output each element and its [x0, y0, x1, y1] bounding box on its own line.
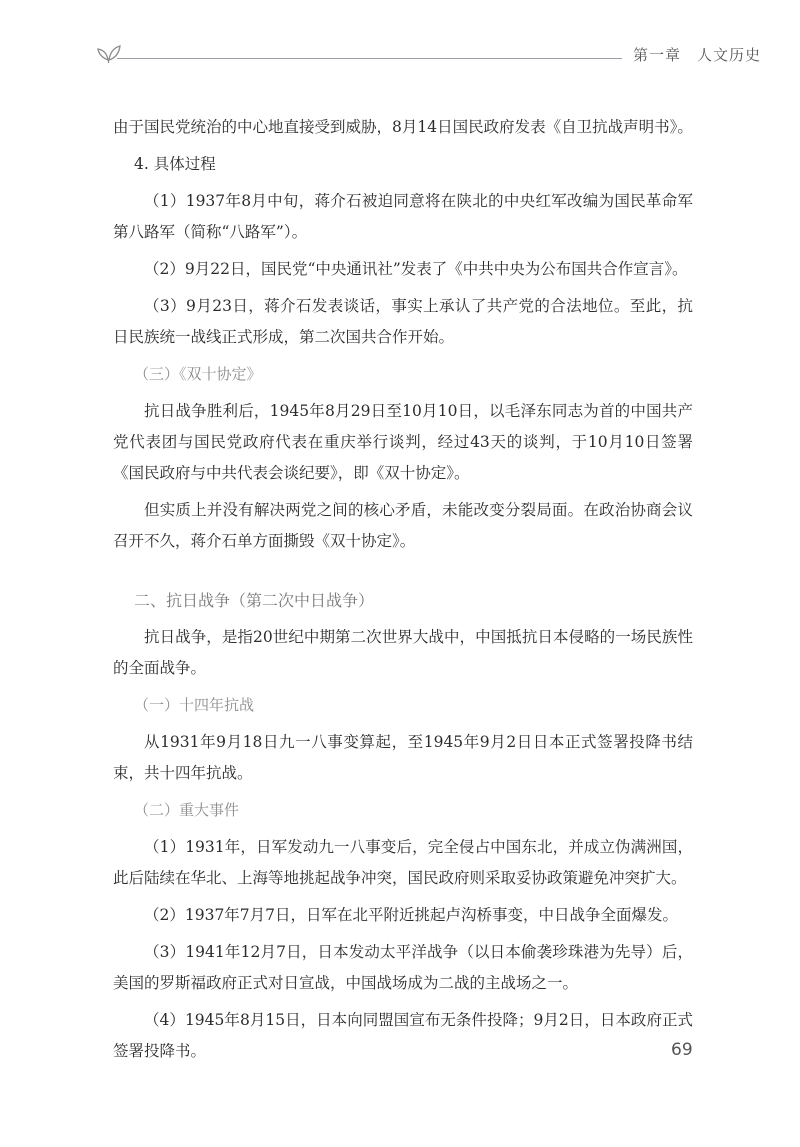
- page-header: [95, 36, 762, 76]
- section-heading: （三）《双十协定》: [134, 365, 262, 383]
- paragraph: 但实质上并没有解决两党之间的核心矛盾，未能改变分裂局面。在政治协商会议召开不久，蒋介石单方面撕毁《双十协定》。: [113, 501, 693, 550]
- paragraph: （3）9月23日，蒋介石发表谈话，事实上承认了共产党的合法地位。至此，抗日民族统一战线正式形成，第二次国共合作开始。: [113, 297, 693, 346]
- paragraph: （2）1937年7月7日，日军在北平附近挑起卢沟桥事变，中日战争全面爆发。: [144, 906, 679, 924]
- paragraph: （2）9月22日，国民党“中央通讯社”发表了《中共中央为公布国共合作宣言》。: [144, 260, 688, 278]
- chapter-title: 第一章 人文历史: [633, 46, 762, 64]
- sprout-leaf-icon: [95, 36, 123, 68]
- page-number: 69: [671, 1040, 693, 1060]
- section-heading: （一）十四年抗战: [134, 696, 255, 714]
- chapter-section-heading: 二、抗日战争（第二次中日战争）: [134, 591, 375, 610]
- paragraph: 由于国民党统治的中心地直接受到威胁，8月14日国民政府发表《自卫抗战声明书》。: [113, 118, 693, 136]
- paragraph: 抗日战争胜利后，1945年8月29日至10月10日，以毛泽东同志为首的中国共产党代表团与国民党政府代表在重庆举行谈判，经过43天的谈判，于10月10日签署《国民政府与中共代表会谈纪要》，即《双十协定》。: [113, 402, 693, 482]
- paragraph: （3）1941年12月7日，日本发动太平洋战争（以日本偷袭珍珠港为先导）后，美国的罗斯福政府正式对日宣战，中国战场成为二战的主战场之一。: [113, 943, 693, 992]
- section-heading: 4. 具体过程: [134, 155, 216, 173]
- header-divider: [117, 58, 622, 59]
- page-body: [113, 112, 693, 1073]
- paragraph: （1）1937年8月中旬，蒋介石被迫同意将在陕北的中央红军改编为国民革命军第八路军（简称“八路军”）。: [113, 192, 693, 241]
- section-heading: （二）重大事件: [134, 801, 240, 819]
- paragraph: 从1931年9月18日九一八事变算起，至1945年9月2日日本正式签署投降书结束，共十四年抗战。: [113, 733, 693, 782]
- paragraph: 抗日战争，是指20世纪中期第二次世界大战中，中国抵抗日本侵略的一场民族性的全面战争。: [113, 628, 693, 677]
- paragraph: （1）1931年，日军发动九一八事变后，完全侵占中国东北，并成立伪满洲国，此后陆续在华北、上海等地挑起战争冲突，国民政府则采取妥协政策避免冲突扩大。: [113, 838, 693, 887]
- paragraph: （4）1945年8月15日，日本向同盟国宣布无条件投降；9月2日，日本政府正式签署投降书。: [113, 1011, 693, 1060]
